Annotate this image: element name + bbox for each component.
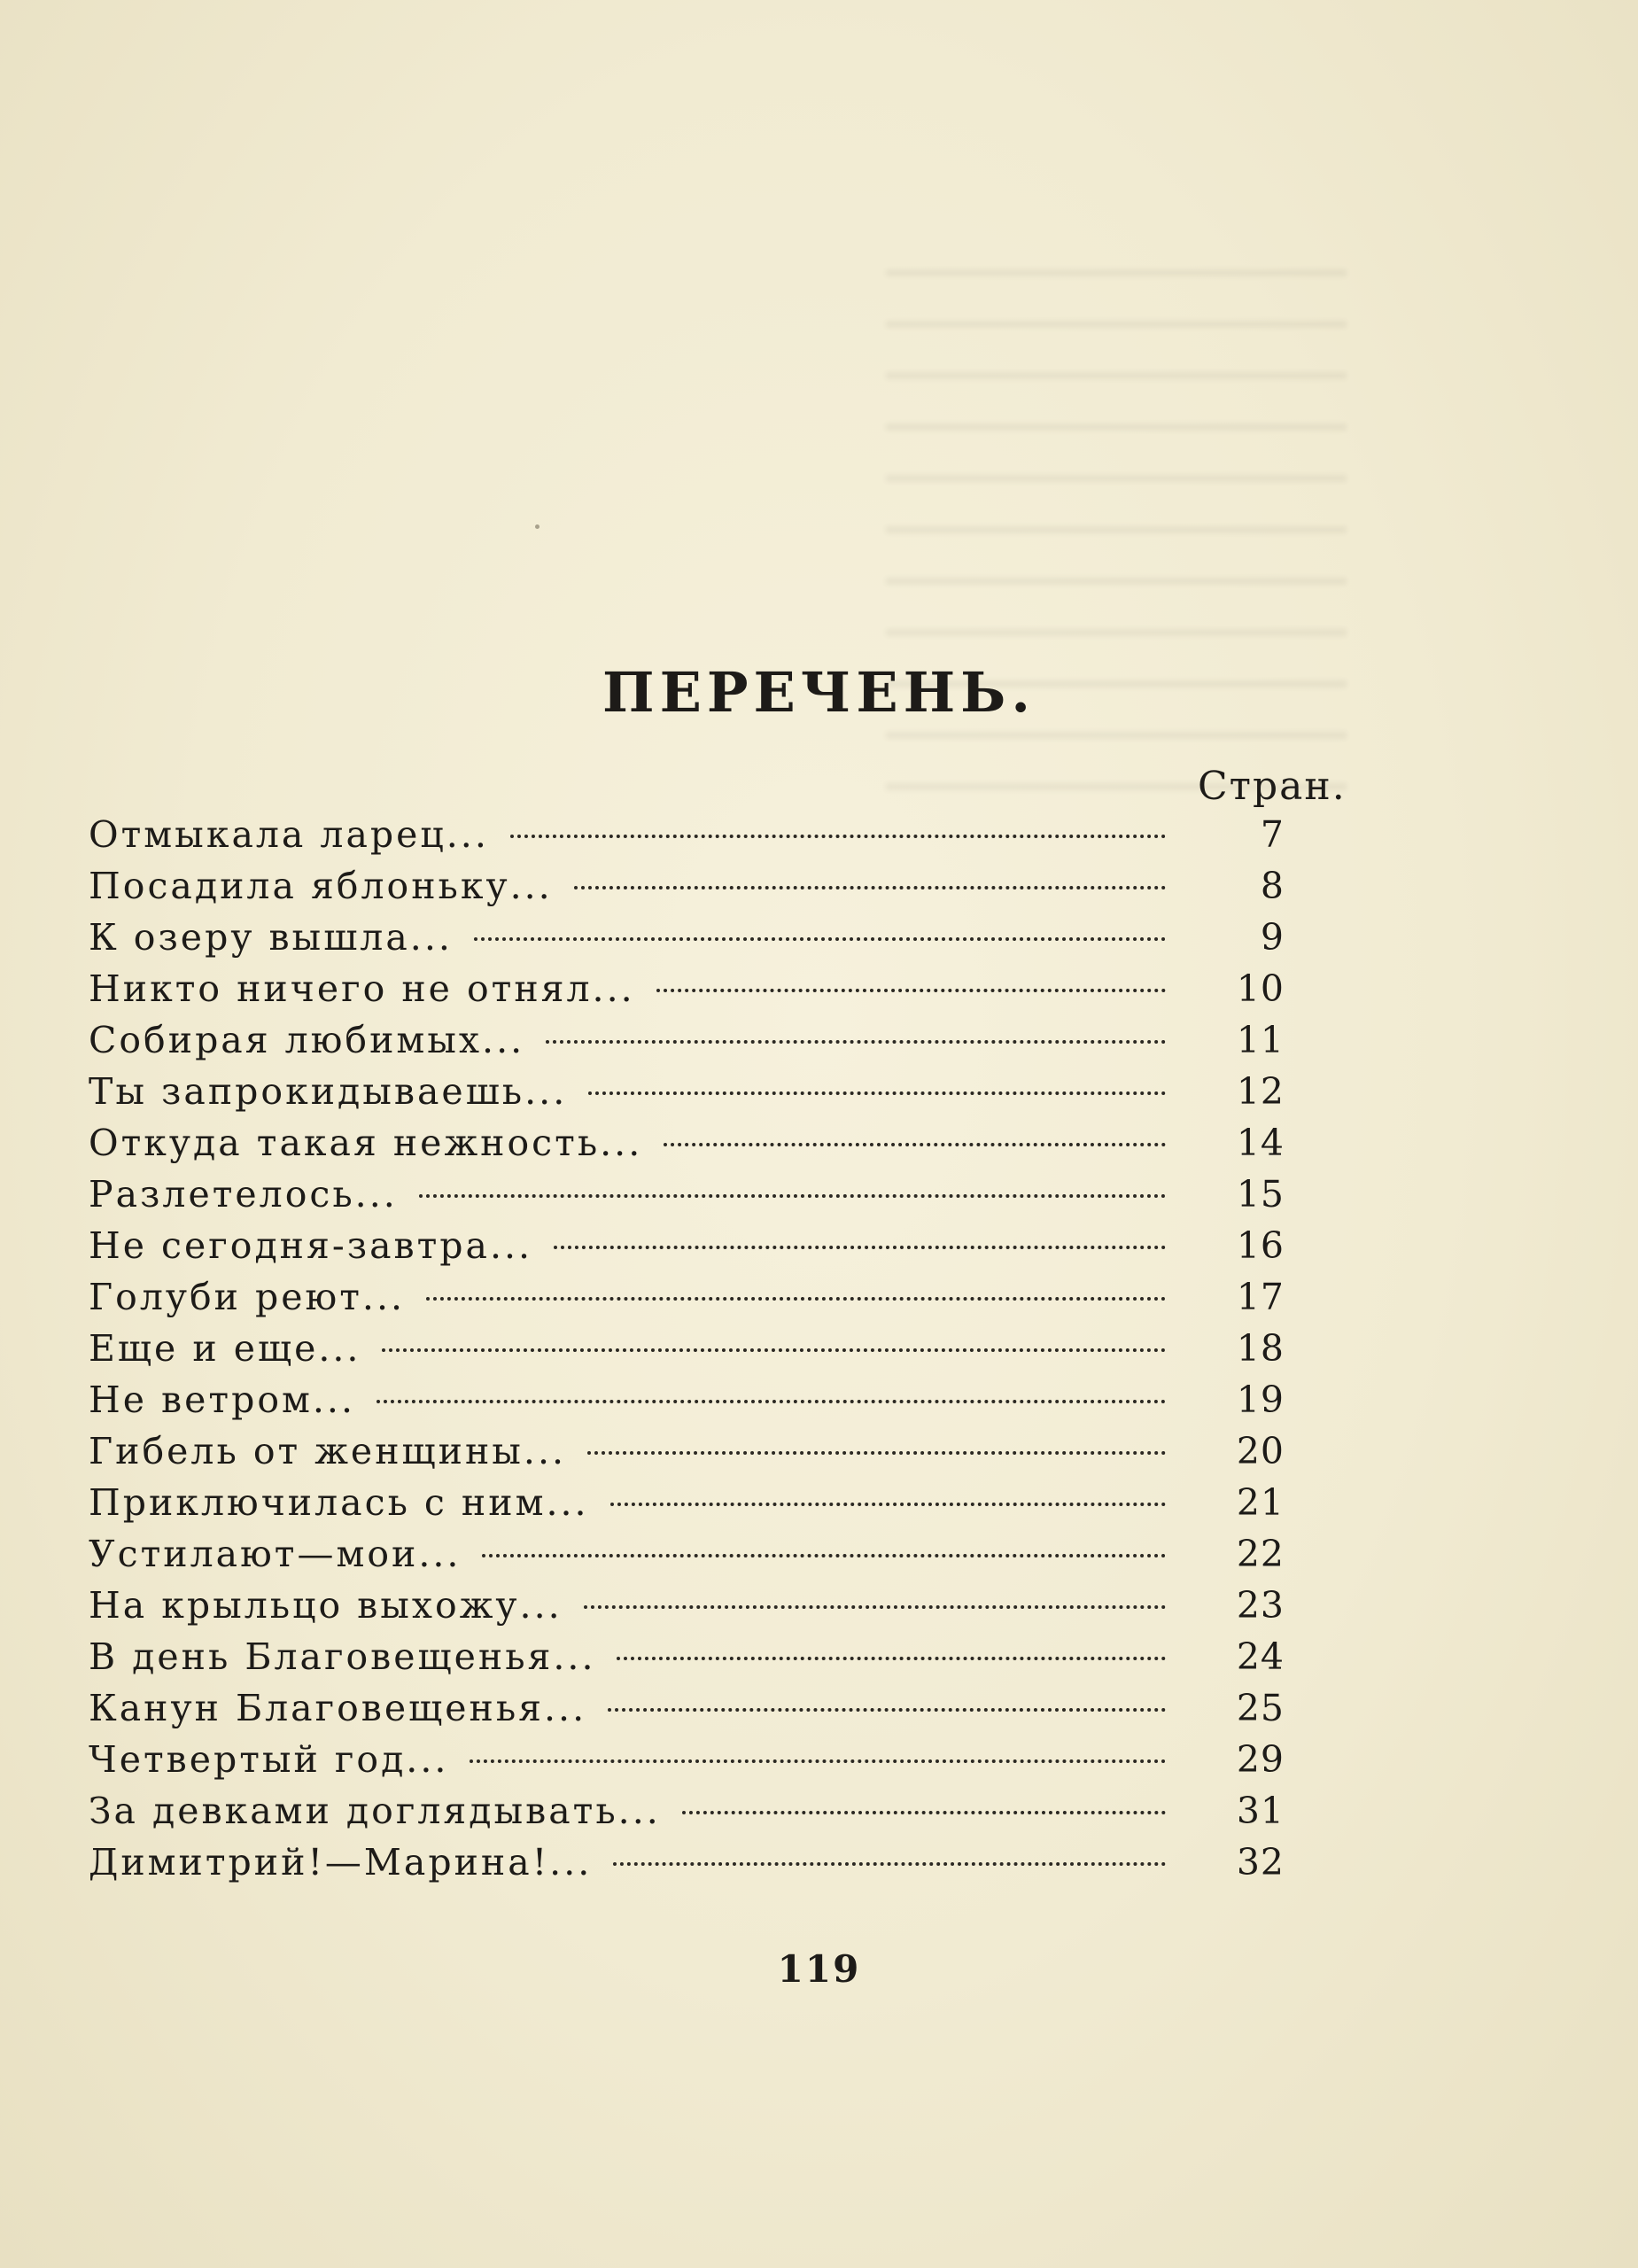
toc-entry-title: В день Благовещенья... <box>89 1635 596 1678</box>
dot-leader <box>656 989 1166 992</box>
toc-entry-title: Не сегодня-завтра... <box>89 1224 533 1267</box>
toc-entry-page: 14 <box>1236 1122 1285 1164</box>
toc-entry-page: 17 <box>1236 1276 1285 1318</box>
toc-entry-page: 31 <box>1236 1790 1285 1832</box>
dot-leader <box>617 1657 1166 1660</box>
toc-entry-title: Посадила яблоньку... <box>89 865 553 907</box>
toc-entry-title: Голуби реют... <box>89 1276 406 1318</box>
toc-entry <box>89 1122 1285 1173</box>
toc-entry-title: Еще и еще... <box>89 1327 361 1370</box>
toc-entry <box>89 1070 1285 1122</box>
dot-leader <box>587 1451 1166 1455</box>
toc-entry-page: 16 <box>1236 1224 1285 1267</box>
toc-entry <box>89 1533 1285 1584</box>
dot-leader <box>510 835 1166 838</box>
toc-entry-title: Димитрий!—Марина!... <box>89 1841 593 1884</box>
dot-leader <box>574 886 1166 889</box>
page-number: 119 <box>777 1947 861 1991</box>
toc-entry <box>89 1687 1285 1738</box>
toc-entry <box>89 1379 1285 1430</box>
toc-entry-page: 10 <box>1236 967 1285 1010</box>
toc-entry-page: 7 <box>1260 813 1285 856</box>
dot-leader <box>546 1040 1166 1044</box>
toc-entry-page: 29 <box>1236 1738 1285 1781</box>
dot-leader <box>474 937 1166 941</box>
toc-entry-title: Разлетелось... <box>89 1173 398 1216</box>
toc-entry-title: Четвертый год... <box>89 1738 449 1781</box>
toc-entry-page: 25 <box>1236 1687 1285 1729</box>
toc-entry-title: На крыльцо выхожу... <box>89 1584 563 1627</box>
dot-leader <box>382 1348 1166 1352</box>
toc-entry <box>89 1841 1285 1892</box>
toc-entry-page: 23 <box>1236 1584 1285 1627</box>
toc-entry <box>89 1738 1285 1790</box>
toc-entry-title: К озеру вышла... <box>89 916 453 959</box>
toc-entry-page: 22 <box>1236 1533 1285 1575</box>
paper-speck <box>535 524 540 529</box>
dot-leader <box>377 1400 1166 1403</box>
page-column-label: Стран. <box>1198 764 1347 809</box>
toc-entry <box>89 1635 1285 1687</box>
toc-entry-page: 11 <box>1236 1019 1285 1061</box>
dot-leader <box>584 1605 1166 1609</box>
toc-entry-page: 32 <box>1236 1841 1285 1884</box>
dot-leader <box>610 1503 1166 1506</box>
toc-entry-page: 9 <box>1260 916 1285 959</box>
toc-entry-page: 21 <box>1236 1481 1285 1524</box>
dot-leader <box>608 1708 1166 1712</box>
toc-entry-page: 15 <box>1236 1173 1285 1216</box>
page-heading: ПЕРЕЧЕНЬ. <box>602 660 1036 725</box>
toc-entry <box>89 1019 1285 1070</box>
toc-entry-title: Устилают—мои... <box>89 1533 462 1575</box>
table-of-contents <box>89 813 1285 1892</box>
toc-entry-title: Никто ничего не отнял... <box>89 967 635 1010</box>
toc-entry-title: Отмыкала ларец... <box>89 813 489 856</box>
toc-entry <box>89 813 1285 865</box>
dot-leader <box>613 1862 1166 1866</box>
toc-entry-page: 24 <box>1236 1635 1285 1678</box>
toc-entry-page: 12 <box>1236 1070 1285 1113</box>
dot-leader <box>664 1143 1166 1146</box>
dot-leader <box>554 1246 1166 1249</box>
toc-entry-title: Собирая любимых... <box>89 1019 525 1061</box>
dot-leader <box>426 1297 1166 1301</box>
toc-entry-page: 8 <box>1260 865 1285 907</box>
dot-leader <box>588 1091 1166 1095</box>
dot-leader <box>682 1811 1166 1814</box>
toc-entry-title: Не ветром... <box>89 1379 355 1421</box>
toc-entry-title: Откуда такая нежность... <box>89 1122 643 1164</box>
toc-entry <box>89 1584 1285 1635</box>
toc-entry-title: Канун Благовещенья... <box>89 1687 587 1729</box>
toc-entry-page: 20 <box>1236 1430 1285 1472</box>
toc-entry <box>89 1481 1285 1533</box>
toc-entry-title: Приключилась с ним... <box>89 1481 589 1524</box>
toc-entry-title: Ты запрокидываешь... <box>89 1070 568 1113</box>
toc-entry <box>89 1276 1285 1327</box>
dot-leader <box>419 1194 1166 1198</box>
toc-entry <box>89 1173 1285 1224</box>
toc-entry <box>89 967 1285 1019</box>
toc-entry-title: Гибель от женщины... <box>89 1430 567 1472</box>
toc-entry <box>89 1790 1285 1841</box>
toc-entry <box>89 1430 1285 1481</box>
toc-entry <box>89 1327 1285 1379</box>
toc-entry <box>89 865 1285 916</box>
dot-leader <box>482 1554 1166 1557</box>
toc-entry <box>89 916 1285 967</box>
toc-entry-page: 19 <box>1236 1379 1285 1421</box>
toc-entry <box>89 1224 1285 1276</box>
toc-entry-page: 18 <box>1236 1327 1285 1370</box>
dot-leader <box>470 1759 1166 1763</box>
toc-entry-title: За девками доглядывать... <box>89 1790 661 1832</box>
